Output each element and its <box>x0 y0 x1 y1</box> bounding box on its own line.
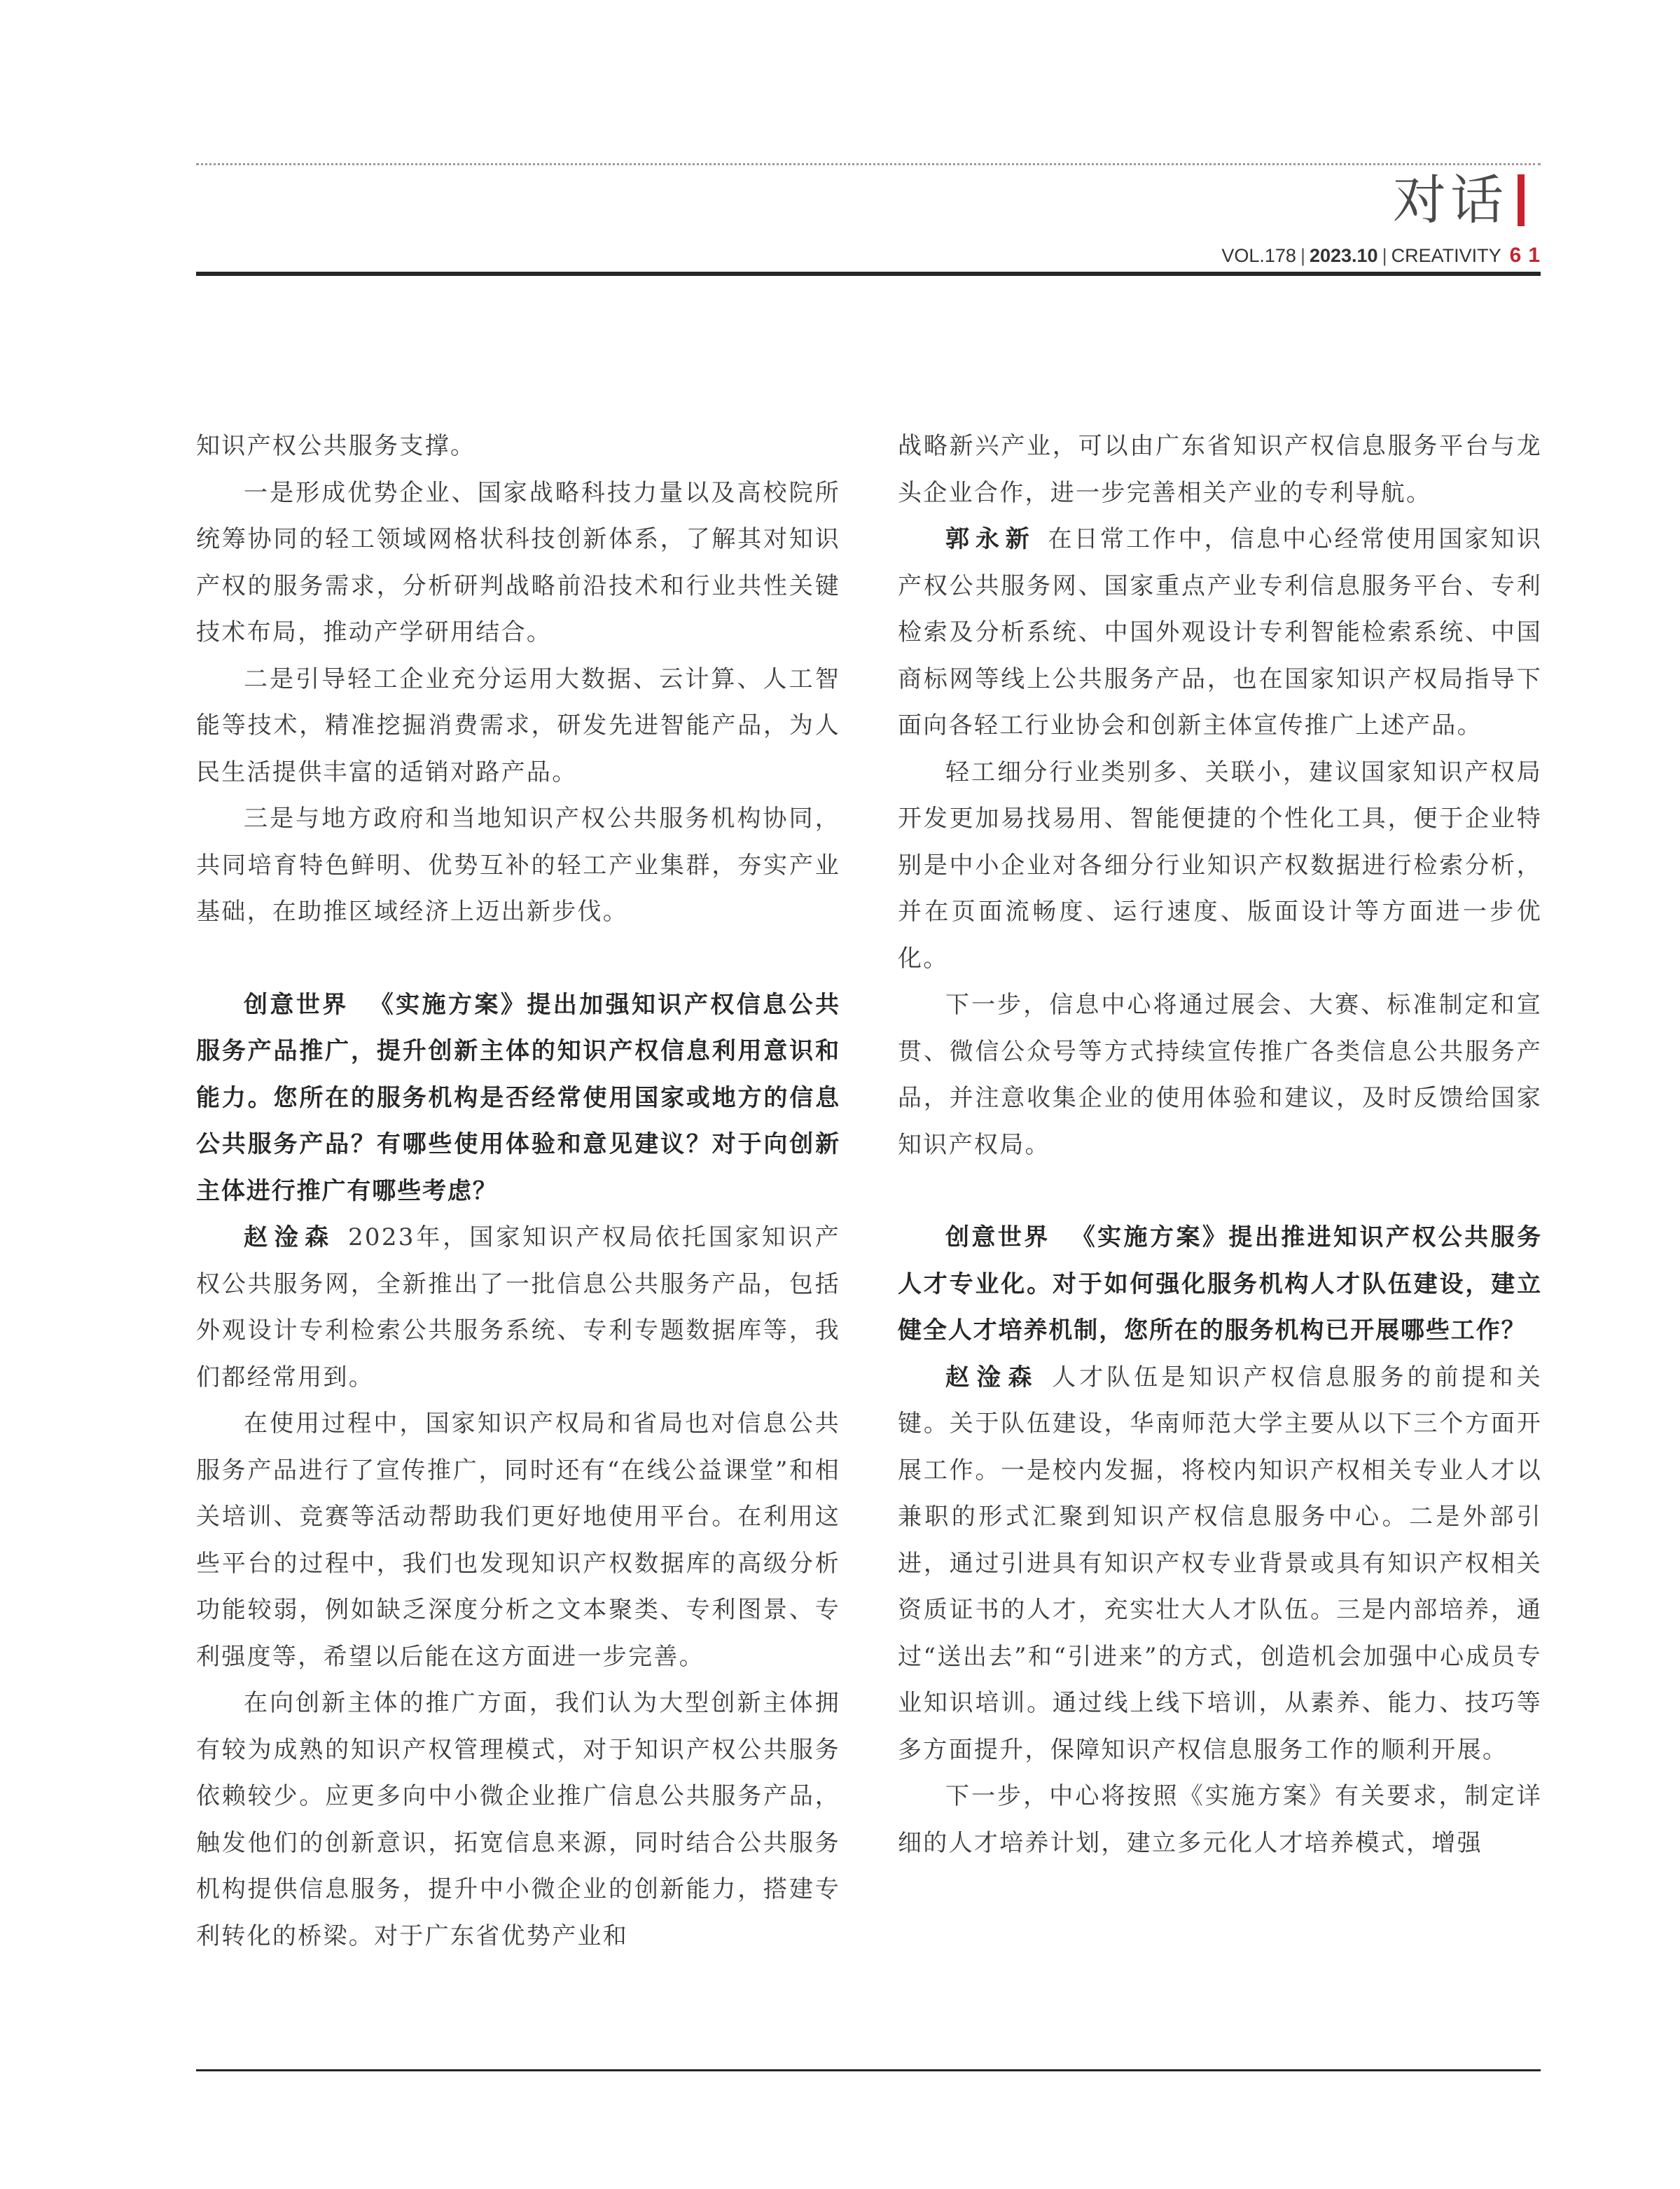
section-gap <box>898 1168 1542 1214</box>
body-paragraph: 在使用过程中，国家知识产权局和省局也对信息公共服务产品进行了宣传推广，同时还有“在线公益课堂”和相关培训、竞赛等活动帮助我们更好地使用平台。在利用这些平台的过程中，我们也发现知识产权数据库的高级分析功能较弱，例如缺乏深度分析之文本聚类、专利图景、专利强度等，希望以后能在这方面进一步完善。 <box>196 1410 840 1671</box>
header-rule <box>196 272 1541 276</box>
section-title-accent-bar <box>1518 174 1525 226</box>
section-gap <box>196 936 840 982</box>
issue-separator: | <box>1382 245 1387 266</box>
interview-answer: 赵淦森 人才队伍是知识产权信息服务的前提和关键。关于队伍建设，华南师范大学主要从以下三个方面开展工作。一是校内发掘，将校内知识产权相关专业人才以兼职的形式汇聚到知识产权信息服务中心。二是外部引进，通过引进具有知识产权专业背景或具有知识产权相关资质证书的人才，充实壮大人才队伍。三是内部培养，通过“送出去”和“引进来”的方式，创造机会加强中心成员专业知识培训。通过线上线下培训，从素养、能力、技巧等多方面提升，保障知识产权信息服务工作的顺利开展。 <box>898 1363 1543 1764</box>
question-speaker: 创意世界 <box>945 1223 1050 1251</box>
answer-speaker: 郭永新 <box>945 525 1036 553</box>
section-title <box>1393 169 1525 231</box>
page-number-digit: 6 <box>1509 244 1522 267</box>
issue-volume: VOL.178 <box>1221 245 1296 266</box>
body-paragraph: 下一步，中心将按照《实施方案》有关要求，制定详细的人才培养计划，建立多元化人才培养模式，增强 <box>898 1782 1542 1857</box>
body-paragraph: 在向创新主体的推广方面，我们认为大型创新主体拥有较为成熟的知识产权管理模式，对于知识产权公共服务依赖较少。应更多向中小微企业推广信息公共服务产品，触发他们的创新意识，拓宽信息来源，同时结合公共服务机构提供信息服务，提升中小微企业的创新能力，搭建专利转化的桥梁。对于广东省优势产业和 <box>196 1689 840 1950</box>
top-dotted-rule <box>196 163 1541 165</box>
left-column <box>196 423 840 1959</box>
body-paragraph: 战略新兴产业，可以由广东省知识产权信息服务平台与龙头企业合作，进一步完善相关产业的专利导航。 <box>898 432 1542 507</box>
body-paragraph: 一是形成优势企业、国家战略科技力量以及高校院所统筹协同的轻工领域网格状科技创新体系，了解其对知识产权的服务需求，分析研判战略前沿技术和行业共性关键技术布局，推动产学研用结合。 <box>196 478 840 646</box>
interview-answer: 赵淦森 2023年，国家知识产权局依托国家知识产权公共服务网，全新推出了一批信息公共服务产品，包括外观设计专利检索公共服务系统、专利专题数据库等，我们都经常用到。 <box>196 1223 840 1391</box>
answer-speaker: 赵淦森 <box>244 1223 335 1251</box>
section-title-text: 对话 <box>1393 169 1508 231</box>
footer-rule <box>196 2069 1541 2071</box>
answer-speaker: 赵淦森 <box>945 1363 1040 1391</box>
right-column <box>898 423 1542 1866</box>
body-paragraph: 下一步，信息中心将通过展会、大赛、标准制定和宣贯、微信公众号等方式持续宣传推广各类信息公共服务产品，并注意收集企业的使用体验和建议，及时反馈给国家知识产权局。 <box>898 991 1542 1159</box>
issue-separator: | <box>1300 245 1305 266</box>
body-paragraph: 二是引导轻工企业充分运用大数据、云计算、人工智能等技术，精准挖掘消费需求，研发先进智能产品，为人民生活提供丰富的适销对路产品。 <box>196 665 840 786</box>
body-paragraph: 三是与地方政府和当地知识产权公共服务机构协同，共同培育特色鲜明、优势互补的轻工产业集群，夯实产业基础，在助推区域经济上迈出新步伐。 <box>196 805 840 926</box>
interview-question: 创意世界 《实施方案》提出推进知识产权公共服务人才专业化。对于如何强化服务机构人才队伍建设，建立健全人才培养机制，您所在的服务机构已开展哪些工作？ <box>898 1223 1542 1344</box>
question-speaker: 创意世界 <box>244 990 349 1019</box>
interview-question: 创意世界 《实施方案》提出加强知识产权信息公共服务产品推广，提升创新主体的知识产权信息利用意识和能力。您所在的服务机构是否经常使用国家或地方的信息公共服务产品？有哪些使用体验和意见建议？对于向创新主体进行推广有哪些考虑？ <box>196 990 840 1205</box>
body-paragraph: 轻工细分行业类别多、关联小，建议国家知识产权局开发更加易找易用、智能便捷的个性化工具，便于企业特别是中小企业对各细分行业知识产权数据进行检索分析，并在页面流畅度、运行速度、版面设计等方面进一步优化。 <box>898 758 1542 973</box>
interview-answer: 郭永新 在日常工作中，信息中心经常使用国家知识产权公共服务网、国家重点产业专利信息服务平台、专利检索及分析系统、中国外观设计专利智能检索系统、中国商标网等线上公共服务产品，也在国家知识产权局指导下面向各轻工行业协会和创新主体宣传推广上述产品。 <box>898 525 1543 739</box>
body-paragraph: 知识产权公共服务支撑。 <box>196 432 476 460</box>
magazine-name: CREATIVITY <box>1391 245 1501 266</box>
page-number-digit: 1 <box>1528 244 1540 267</box>
issue-info <box>1221 244 1540 267</box>
issue-date: 2023.10 <box>1309 245 1378 266</box>
